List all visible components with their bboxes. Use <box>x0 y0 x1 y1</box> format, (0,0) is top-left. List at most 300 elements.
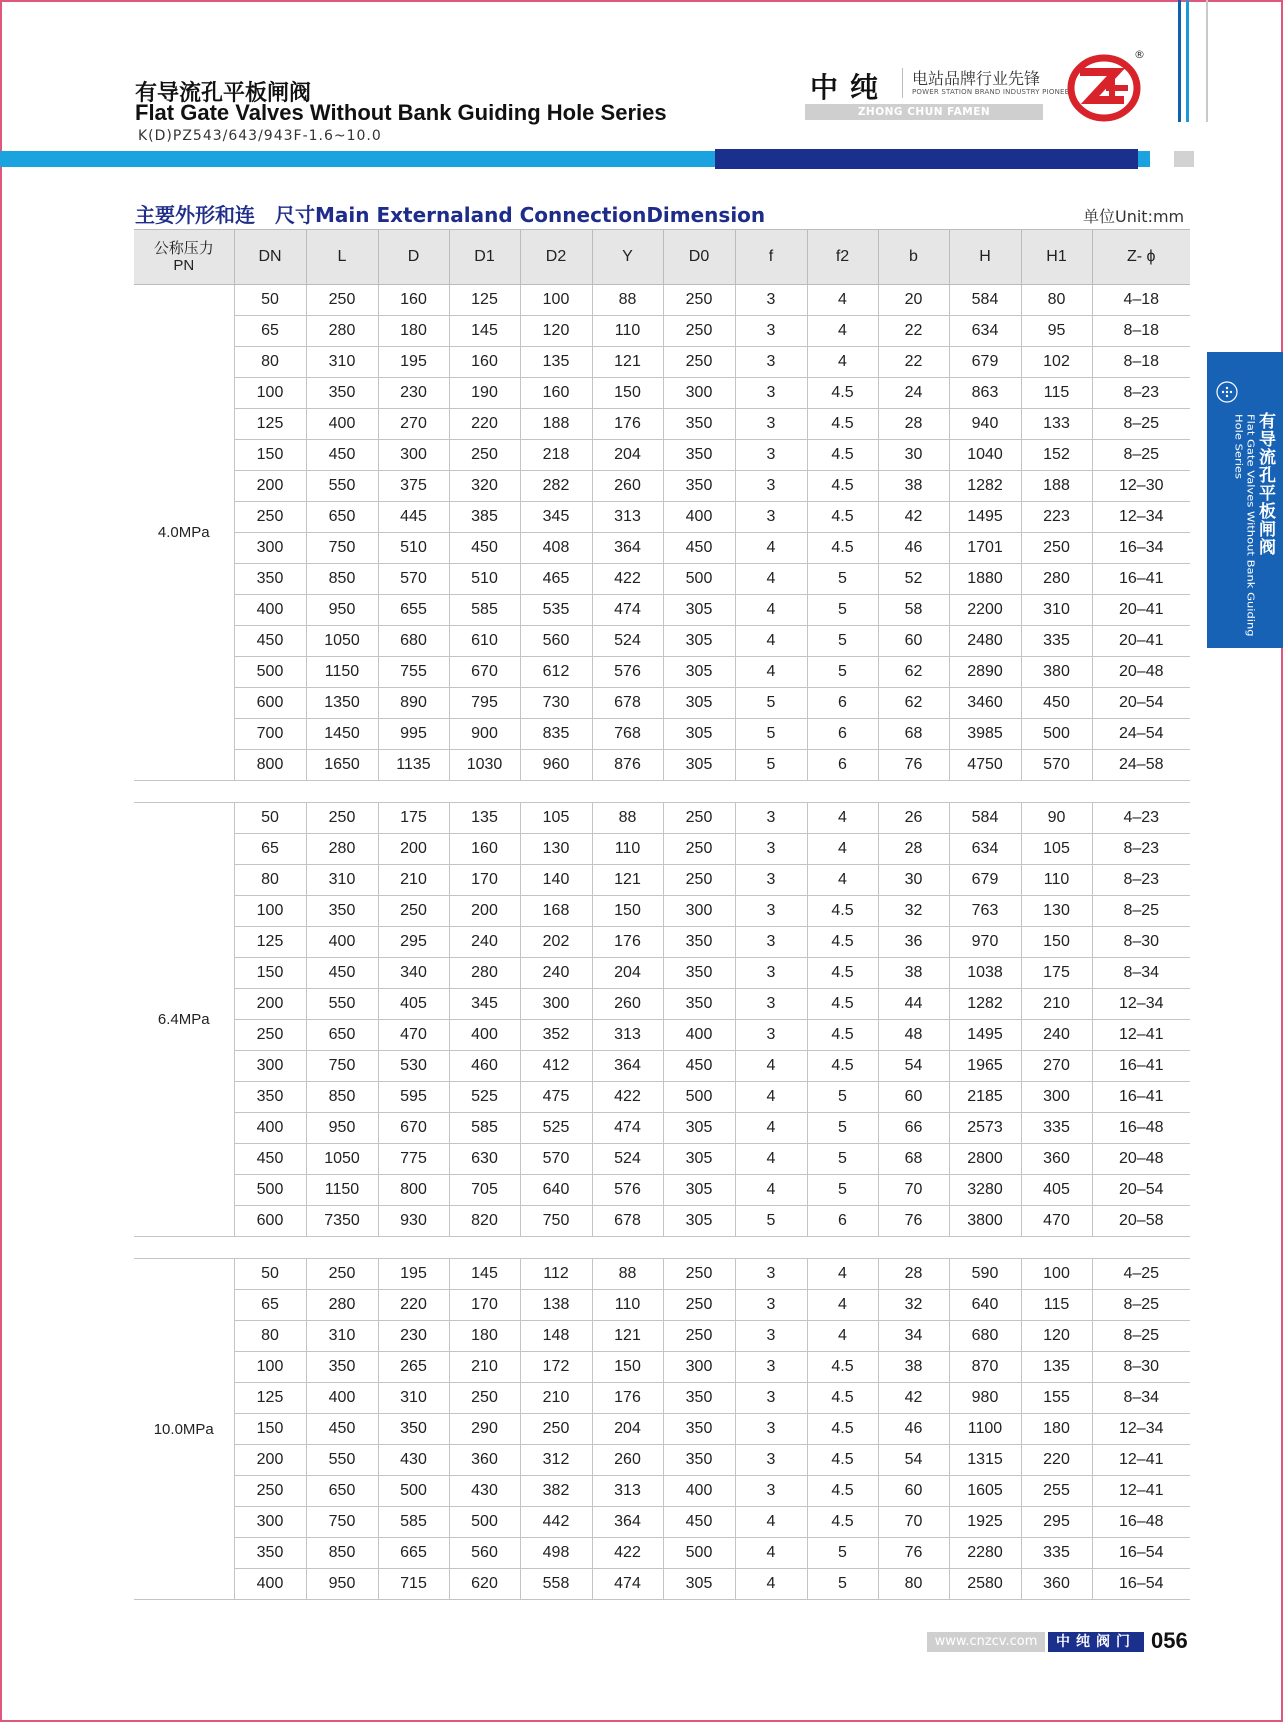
table-cell: 795 <box>449 688 520 719</box>
table-cell: 68 <box>878 719 949 750</box>
table-row <box>134 1144 1190 1175</box>
table-cell: 6 <box>807 750 878 781</box>
table-cell: 1050 <box>306 1144 378 1175</box>
table-cell: 300 <box>663 896 735 927</box>
table-cell: 350 <box>663 1414 735 1445</box>
table-row <box>134 927 1190 958</box>
table-cell: 8–34 <box>1092 958 1190 989</box>
table-cell: 4.5 <box>807 378 878 409</box>
table-cell: 3 <box>735 1445 807 1476</box>
table-cell: 350 <box>663 471 735 502</box>
table-cell: 4.5 <box>807 440 878 471</box>
table-cell: 450 <box>663 1051 735 1082</box>
table-cell: 680 <box>949 1321 1021 1352</box>
table-cell: 950 <box>306 1569 378 1600</box>
table-cell: 195 <box>378 347 449 378</box>
table-cell: 200 <box>234 989 306 1020</box>
side-tab-title-cn: 有导流孔平板闸阀 <box>1255 412 1275 556</box>
table-cell: 305 <box>663 1569 735 1600</box>
table-cell: 408 <box>520 533 592 564</box>
zc-logo-icon <box>1066 48 1142 124</box>
table-cell: 62 <box>878 688 949 719</box>
pn-header-label: 公称压力 <box>153 240 214 257</box>
table-cell: 700 <box>234 719 306 750</box>
column-header: H <box>949 230 1021 285</box>
table-cell: 500 <box>449 1507 520 1538</box>
table-cell: 412 <box>520 1051 592 1082</box>
table-cell: 640 <box>949 1290 1021 1321</box>
table-cell: 8–25 <box>1092 1321 1190 1352</box>
table-cell: 1038 <box>949 958 1021 989</box>
table-cell: 160 <box>449 347 520 378</box>
table-row <box>134 409 1190 440</box>
table-cell: 24–54 <box>1092 719 1190 750</box>
table-cell: 204 <box>592 958 663 989</box>
table-cell: 634 <box>949 834 1021 865</box>
table-cell: 176 <box>592 1383 663 1414</box>
table-cell: 90 <box>1021 803 1092 834</box>
table-cell: 3 <box>735 378 807 409</box>
column-header-pn <box>134 230 234 285</box>
table-cell: 570 <box>378 564 449 595</box>
table-cell: 364 <box>592 533 663 564</box>
table-cell: 3 <box>735 1352 807 1383</box>
brand-slogan: 电站品牌行业先锋 <box>912 69 1041 88</box>
table-cell: 44 <box>878 989 949 1020</box>
table-cell: 230 <box>378 378 449 409</box>
table-cell: 525 <box>449 1082 520 1113</box>
table-cell: 240 <box>1021 1020 1092 1051</box>
table-cell: 26 <box>878 803 949 834</box>
table-cell: 835 <box>520 719 592 750</box>
table-cell: 775 <box>378 1144 449 1175</box>
table-cell: 5 <box>807 1144 878 1175</box>
table-row <box>134 595 1190 626</box>
table-cell: 750 <box>306 533 378 564</box>
table-cell: 6 <box>807 719 878 750</box>
table-row <box>134 1507 1190 1538</box>
table-row <box>134 347 1190 378</box>
table-cell: 28 <box>878 834 949 865</box>
table-cell: 16–41 <box>1092 1051 1190 1082</box>
spacer-cell <box>134 781 1190 803</box>
table-cell: 960 <box>520 750 592 781</box>
table-cell: 305 <box>663 688 735 719</box>
table-cell: 280 <box>1021 564 1092 595</box>
table-cell: 445 <box>378 502 449 533</box>
table-cell: 76 <box>878 1538 949 1569</box>
table-cell: 34 <box>878 1321 949 1352</box>
table-cell: 4.5 <box>807 533 878 564</box>
table-cell: 175 <box>378 803 449 834</box>
table-cell: 4.5 <box>807 989 878 1020</box>
table-cell: 8–23 <box>1092 378 1190 409</box>
table-row <box>134 719 1190 750</box>
table-cell: 4 <box>735 1507 807 1538</box>
table-cell: 155 <box>1021 1383 1092 1414</box>
table-cell: 50 <box>234 1259 306 1290</box>
table-cell: 190 <box>449 378 520 409</box>
column-header: D <box>378 230 449 285</box>
table-cell: 70 <box>878 1175 949 1206</box>
table-cell: 474 <box>592 1569 663 1600</box>
table-cell: 4.5 <box>807 1051 878 1082</box>
table-cell: 630 <box>449 1144 520 1175</box>
page-number: 056 <box>1151 1628 1188 1653</box>
table-cell: 110 <box>592 1290 663 1321</box>
column-header: DN <box>234 230 306 285</box>
table-cell: 200 <box>234 471 306 502</box>
table-cell: 320 <box>449 471 520 502</box>
table-cell: 442 <box>520 1507 592 1538</box>
table-cell: 4 <box>735 1113 807 1144</box>
header-band-tip <box>1138 151 1150 167</box>
table-cell: 1450 <box>306 719 378 750</box>
table-cell: 930 <box>378 1206 449 1237</box>
table-cell: 250 <box>663 865 735 896</box>
table-cell: 576 <box>592 657 663 688</box>
table-cell: 350 <box>234 564 306 595</box>
unit-label: 单位Unit:mm <box>1083 207 1185 226</box>
table-cell: 5 <box>807 1082 878 1113</box>
table-cell: 88 <box>592 285 663 316</box>
table-row <box>134 803 1190 834</box>
table-cell: 305 <box>663 626 735 657</box>
table-cell: 763 <box>949 896 1021 927</box>
table-row <box>134 564 1190 595</box>
table-cell: 16–41 <box>1092 1082 1190 1113</box>
table-cell: 148 <box>520 1321 592 1352</box>
table-cell: 5 <box>735 688 807 719</box>
table-cell: 300 <box>234 1051 306 1082</box>
table-row <box>134 657 1190 688</box>
table-cell: 1495 <box>949 1020 1021 1051</box>
table-cell: 125 <box>234 409 306 440</box>
table-cell: 755 <box>378 657 449 688</box>
table-cell: 88 <box>592 803 663 834</box>
table-cell: 870 <box>949 1352 1021 1383</box>
table-cell: 38 <box>878 471 949 502</box>
table-cell: 335 <box>1021 1538 1092 1569</box>
table-cell: 1135 <box>378 750 449 781</box>
table-cell: 670 <box>449 657 520 688</box>
table-cell: 679 <box>949 865 1021 896</box>
table-row <box>134 1082 1190 1113</box>
table-cell: 305 <box>663 750 735 781</box>
table-cell: 680 <box>378 626 449 657</box>
table-cell: 4.5 <box>807 1445 878 1476</box>
table-cell: 8–25 <box>1092 409 1190 440</box>
table-cell: 950 <box>306 1113 378 1144</box>
table-cell: 250 <box>663 1321 735 1352</box>
table-cell: 28 <box>878 1259 949 1290</box>
table-cell: 570 <box>1021 750 1092 781</box>
table-cell: 80 <box>234 347 306 378</box>
table-cell: 665 <box>378 1538 449 1569</box>
table-cell: 595 <box>378 1082 449 1113</box>
table-cell: 38 <box>878 958 949 989</box>
table-cell: 313 <box>592 1020 663 1051</box>
table-cell: 1701 <box>949 533 1021 564</box>
decor-stripe <box>1178 0 1181 122</box>
column-header: L <box>306 230 378 285</box>
header-band-light <box>0 151 715 167</box>
table-cell: 36 <box>878 927 949 958</box>
table-cell: 400 <box>663 502 735 533</box>
table-cell: 20–41 <box>1092 595 1190 626</box>
page-border-top <box>0 0 1283 2</box>
table-cell: 4.5 <box>807 1383 878 1414</box>
table-cell: 270 <box>378 409 449 440</box>
table-cell: 460 <box>449 1051 520 1082</box>
table-cell: 305 <box>663 1144 735 1175</box>
table-cell: 120 <box>1021 1321 1092 1352</box>
table-cell: 32 <box>878 1290 949 1321</box>
table-cell: 3 <box>735 958 807 989</box>
table-row <box>134 378 1190 409</box>
table-cell: 940 <box>949 409 1021 440</box>
table-cell: 195 <box>378 1259 449 1290</box>
table-row <box>134 1538 1190 1569</box>
table-cell: 3 <box>735 1290 807 1321</box>
column-header: D2 <box>520 230 592 285</box>
table-cell: 150 <box>1021 927 1092 958</box>
company-name-bar: ZHONG CHUN FAMEN YOUXIANGONGSI <box>805 104 1043 120</box>
table-cell: 2580 <box>949 1569 1021 1600</box>
table-cell: 150 <box>592 378 663 409</box>
table-cell: 76 <box>878 1206 949 1237</box>
table-cell: 5 <box>735 1206 807 1237</box>
table-cell: 280 <box>306 834 378 865</box>
table-cell: 60 <box>878 1082 949 1113</box>
table-row <box>134 285 1190 316</box>
table-cell: 4.5 <box>807 471 878 502</box>
table-row <box>134 1321 1190 1352</box>
table-cell: 3 <box>735 471 807 502</box>
table-cell: 2800 <box>949 1144 1021 1175</box>
table-cell: 1605 <box>949 1476 1021 1507</box>
table-cell: 1030 <box>449 750 520 781</box>
table-cell: 380 <box>1021 657 1092 688</box>
table-cell: 168 <box>520 896 592 927</box>
table-cell: 4 <box>735 657 807 688</box>
table-cell: 364 <box>592 1507 663 1538</box>
table-cell: 3 <box>735 1414 807 1445</box>
table-cell: 465 <box>520 564 592 595</box>
table-cell: 4 <box>807 834 878 865</box>
table-cell: 4.5 <box>807 958 878 989</box>
brand-name: 中纯 <box>810 71 891 104</box>
table-cell: 3 <box>735 1321 807 1352</box>
table-cell: 250 <box>234 502 306 533</box>
table-cell: 135 <box>520 347 592 378</box>
table-cell: 300 <box>234 533 306 564</box>
table-cell: 160 <box>378 285 449 316</box>
table-cell: 180 <box>449 1321 520 1352</box>
table-cell: 70 <box>878 1507 949 1538</box>
table-cell: 400 <box>234 595 306 626</box>
table-cell: 290 <box>449 1414 520 1445</box>
table-cell: 22 <box>878 316 949 347</box>
table-cell: 250 <box>234 1020 306 1051</box>
table-cell: 305 <box>663 657 735 688</box>
table-cell: 200 <box>378 834 449 865</box>
table-cell: 102 <box>1021 347 1092 378</box>
table-cell: 255 <box>1021 1476 1092 1507</box>
table-header-row <box>134 230 1190 285</box>
table-cell: 150 <box>234 1414 306 1445</box>
table-row <box>134 1206 1190 1237</box>
table-cell: 121 <box>592 865 663 896</box>
table-cell: 3 <box>735 803 807 834</box>
table-cell: 4.5 <box>807 1476 878 1507</box>
table-cell: 176 <box>592 927 663 958</box>
table-cell: 3 <box>735 347 807 378</box>
table-cell: 3 <box>735 896 807 927</box>
table-cell: 1925 <box>949 1507 1021 1538</box>
table-cell: 535 <box>520 595 592 626</box>
table-cell: 305 <box>663 719 735 750</box>
table-cell: 110 <box>1021 865 1092 896</box>
table-cell: 121 <box>592 347 663 378</box>
table-cell: 8–25 <box>1092 1290 1190 1321</box>
table-cell: 730 <box>520 688 592 719</box>
table-cell: 4 <box>807 865 878 896</box>
table-cell: 42 <box>878 502 949 533</box>
table-cell: 100 <box>1021 1259 1092 1290</box>
table-cell: 400 <box>663 1020 735 1051</box>
table-cell: 62 <box>878 657 949 688</box>
dotted-circle-icon <box>1215 380 1239 404</box>
table-cell: 305 <box>663 1113 735 1144</box>
table-cell: 12–34 <box>1092 1414 1190 1445</box>
table-cell: 679 <box>949 347 1021 378</box>
table-row <box>134 1445 1190 1476</box>
table-cell: 3 <box>735 927 807 958</box>
table-cell: 200 <box>234 1445 306 1476</box>
table-cell: 4–18 <box>1092 285 1190 316</box>
table-cell: 558 <box>520 1569 592 1600</box>
table-cell: 140 <box>520 865 592 896</box>
table-cell: 510 <box>378 533 449 564</box>
table-cell: 350 <box>663 927 735 958</box>
table-cell: 430 <box>378 1445 449 1476</box>
table-cell: 20 <box>878 285 949 316</box>
brand-slogan-en: POWER STATION BRAND INDUSTRY PIONEER <box>912 88 1075 96</box>
table-cell: 5 <box>807 1538 878 1569</box>
table-cell: 282 <box>520 471 592 502</box>
table-cell: 100 <box>234 896 306 927</box>
table-cell: 180 <box>1021 1414 1092 1445</box>
table-cell: 2890 <box>949 657 1021 688</box>
table-cell: 980 <box>949 1383 1021 1414</box>
footer-brand: 中纯阀门 <box>1048 1632 1144 1652</box>
table-cell: 705 <box>449 1175 520 1206</box>
table-cell: 133 <box>1021 409 1092 440</box>
table-cell: 115 <box>1021 1290 1092 1321</box>
table-cell: 498 <box>520 1538 592 1569</box>
table-cell: 220 <box>449 409 520 440</box>
table-cell: 88 <box>592 1259 663 1290</box>
table-cell: 200 <box>449 896 520 927</box>
table-cell: 3 <box>735 502 807 533</box>
table-cell: 590 <box>949 1259 1021 1290</box>
table-cell: 450 <box>234 626 306 657</box>
table-cell: 65 <box>234 316 306 347</box>
table-cell: 2480 <box>949 626 1021 657</box>
column-header: Y <box>592 230 663 285</box>
table-cell: 3 <box>735 865 807 896</box>
table-cell: 422 <box>592 564 663 595</box>
table-cell: 204 <box>592 440 663 471</box>
table-cell: 42 <box>878 1383 949 1414</box>
table-cell: 7350 <box>306 1206 378 1237</box>
table-cell: 300 <box>234 1507 306 1538</box>
table-cell: 295 <box>378 927 449 958</box>
table-cell: 524 <box>592 1144 663 1175</box>
table-cell: 350 <box>234 1082 306 1113</box>
section-title: 主要外形和连 尺寸Main Externaland ConnectionDimension <box>135 203 766 227</box>
table-cell: 1050 <box>306 626 378 657</box>
table-cell: 80 <box>878 1569 949 1600</box>
table-cell: 560 <box>520 626 592 657</box>
table-cell: 138 <box>520 1290 592 1321</box>
table-cell: 382 <box>520 1476 592 1507</box>
table-cell: 340 <box>378 958 449 989</box>
table-cell: 1150 <box>306 1175 378 1206</box>
table-cell: 450 <box>1021 688 1092 719</box>
table-cell: 300 <box>663 378 735 409</box>
table-cell: 612 <box>520 657 592 688</box>
table-cell: 180 <box>378 316 449 347</box>
table-cell: 400 <box>234 1569 306 1600</box>
table-cell: 405 <box>1021 1175 1092 1206</box>
table-cell: 4–25 <box>1092 1259 1190 1290</box>
table-cell: 524 <box>592 626 663 657</box>
table-cell: 188 <box>520 409 592 440</box>
table-row <box>134 1259 1190 1290</box>
table-cell: 360 <box>1021 1569 1092 1600</box>
table-cell: 3 <box>735 1020 807 1051</box>
table-cell: 4.5 <box>807 1507 878 1538</box>
table-cell: 12–41 <box>1092 1476 1190 1507</box>
table-cell: 345 <box>449 989 520 1020</box>
registered-mark: ® <box>1134 48 1145 61</box>
table-cell: 970 <box>949 927 1021 958</box>
table-cell: 150 <box>592 896 663 927</box>
table-cell: 52 <box>878 564 949 595</box>
table-cell: 474 <box>592 595 663 626</box>
table-cell: 600 <box>234 688 306 719</box>
table-row <box>134 1569 1190 1600</box>
table-cell: 145 <box>449 1259 520 1290</box>
table-cell: 305 <box>663 1206 735 1237</box>
table-row <box>134 626 1190 657</box>
table-cell: 172 <box>520 1352 592 1383</box>
table-cell: 295 <box>1021 1507 1092 1538</box>
table-cell: 850 <box>306 1082 378 1113</box>
table-cell: 3 <box>735 1259 807 1290</box>
table-cell: 470 <box>378 1020 449 1051</box>
table-cell: 112 <box>520 1259 592 1290</box>
table-cell: 350 <box>306 1352 378 1383</box>
table-cell: 240 <box>449 927 520 958</box>
table-cell: 60 <box>878 1476 949 1507</box>
side-tab-title-en: Flat Gate Valves Without Bank Guiding Hole Series <box>1233 414 1257 637</box>
table-cell: 585 <box>449 1113 520 1144</box>
table-cell: 4.5 <box>807 1352 878 1383</box>
table-cell: 8–18 <box>1092 347 1190 378</box>
